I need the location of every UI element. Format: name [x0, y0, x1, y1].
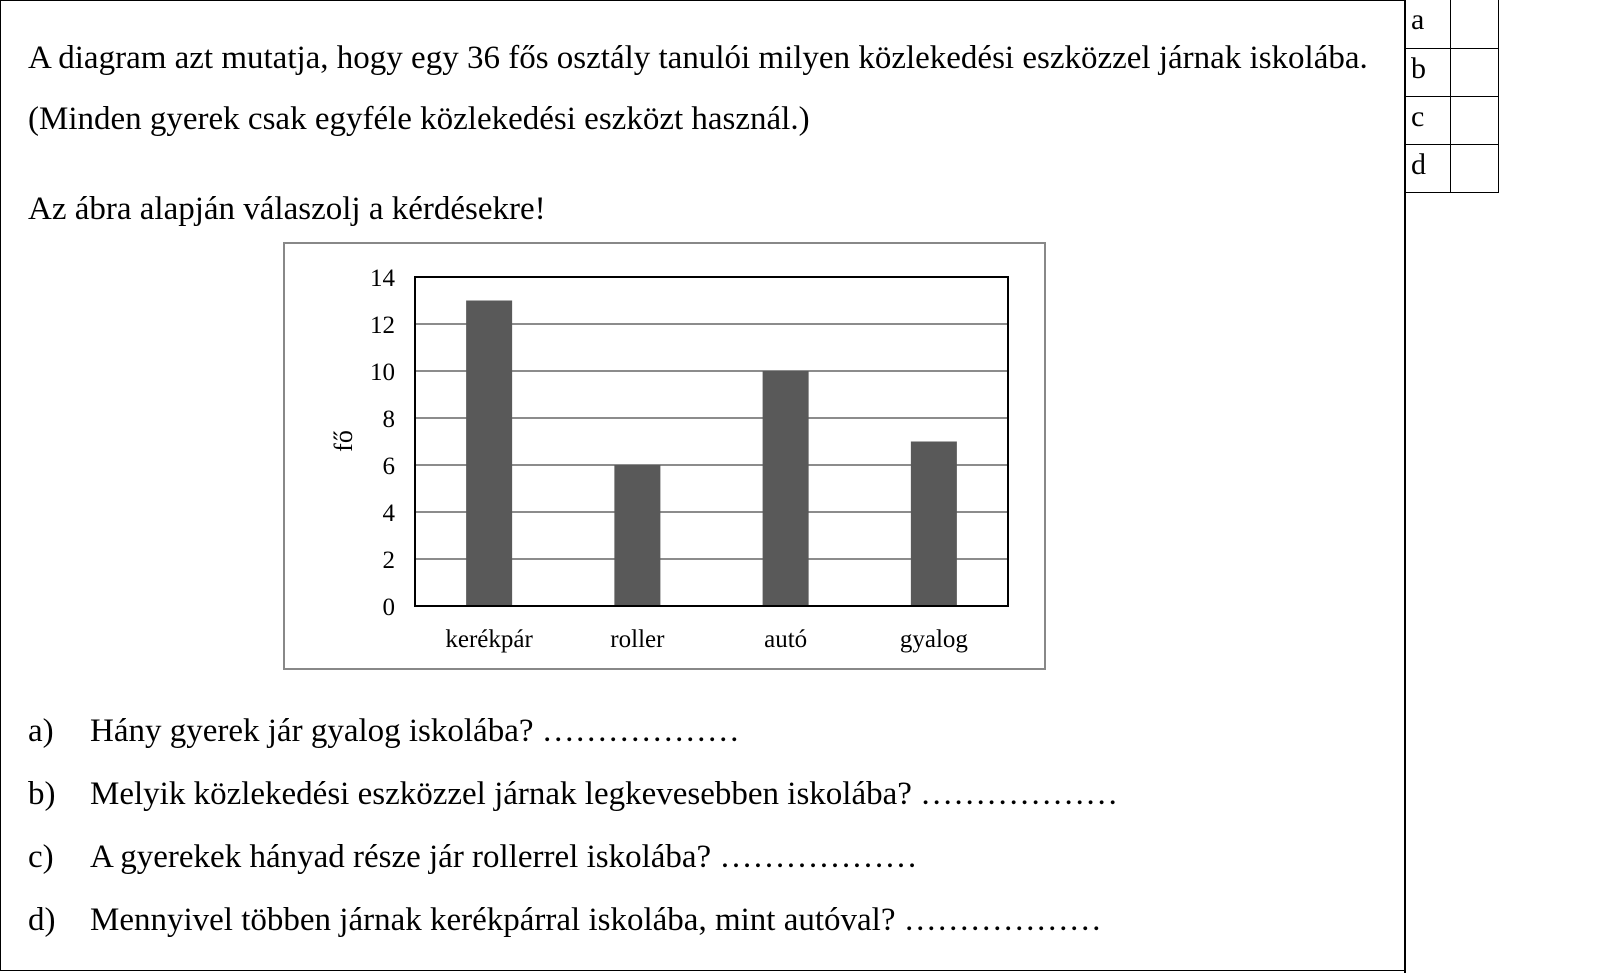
- score-row-c: [1405, 96, 1499, 144]
- y-tick-label: 8: [382, 406, 395, 433]
- x-tick-label: gyalog: [899, 626, 968, 653]
- y-tick-label: 6: [382, 453, 395, 480]
- y-tick-label: 14: [370, 265, 395, 292]
- y-tick-label: 12: [370, 312, 395, 339]
- question-letter: c): [28, 839, 54, 875]
- question-letter: a): [28, 713, 54, 749]
- bar-chart-svg: [285, 244, 1044, 668]
- question-text: A gyerekek hányad része jár rollerrel iskolába? ………………: [90, 839, 918, 875]
- question-letter: d): [28, 902, 56, 938]
- score-cell[interactable]: [1451, 96, 1499, 144]
- question-text: Mennyivel többen járnak kerékpárral iskolába, mint autóval? ………………: [90, 902, 1102, 938]
- score-row-a: [1405, 0, 1499, 48]
- intro-text: A diagram azt mutatja, hogy egy 36 fős osztály tanulói milyen közlekedési eszközzel járnak iskolába. (Minden gyerek csak egyféle közlekedési eszközt használ.): [28, 40, 1368, 137]
- y-tick-label: 0: [382, 594, 395, 621]
- score-cell[interactable]: [1451, 48, 1499, 96]
- question-letter: b): [28, 776, 56, 812]
- score-row-b: [1405, 48, 1499, 96]
- bar-roller: [614, 465, 660, 606]
- bar-chart: [283, 242, 1046, 670]
- bar-gyalog: [911, 442, 957, 607]
- question-d: [28, 902, 1102, 939]
- score-label: a: [1405, 0, 1451, 48]
- y-tick-label: 4: [382, 500, 395, 527]
- question-text: Melyik közlekedési eszközzel járnak legkevesebben iskolába? ………………: [90, 776, 1119, 812]
- score-label: c: [1405, 96, 1451, 144]
- x-tick-label: kerékpár: [445, 626, 533, 653]
- x-tick-label: autó: [764, 626, 808, 653]
- problem-statement: [28, 28, 1398, 240]
- bar-kerékpár: [466, 301, 512, 607]
- question-text: Hány gyerek jár gyalog iskolába? ………………: [90, 713, 740, 749]
- y-tick-label: 10: [370, 359, 395, 386]
- score-row-d: [1405, 144, 1499, 192]
- question-a: [28, 713, 740, 750]
- score-table: [1404, 0, 1499, 193]
- score-cell[interactable]: [1451, 0, 1499, 48]
- question-b: [28, 776, 1118, 813]
- question-c: [28, 839, 917, 876]
- bar-autó: [763, 371, 809, 606]
- score-cell[interactable]: [1451, 144, 1499, 192]
- x-tick-label: roller: [610, 626, 665, 653]
- score-label: d: [1405, 144, 1451, 192]
- score-label: b: [1405, 48, 1451, 96]
- instruction-text: Az ábra alapján válaszolj a kérdésekre!: [28, 191, 546, 227]
- y-tick-label: 2: [382, 547, 395, 574]
- y-axis-label: fő: [329, 430, 358, 452]
